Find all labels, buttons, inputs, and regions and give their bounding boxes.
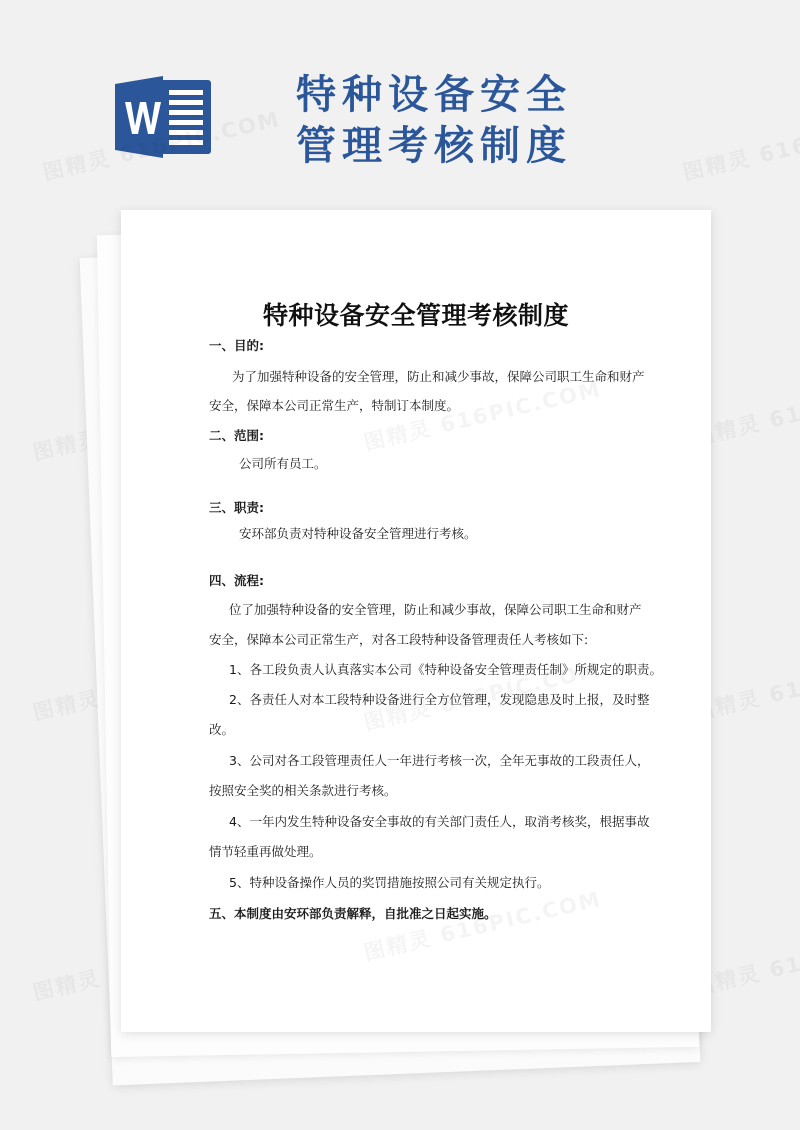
- section-4-item-3: 3、公司对各工段管理责任人一年进行考核一次，全年无事故的工段责任人，: [229, 753, 650, 768]
- section-4-item-1: 1、各工段负责人认真落实本公司《特种设备安全管理责任制》所规定的职责。: [229, 662, 662, 677]
- header-title: [296, 70, 626, 172]
- section-4-item-3-continued: 按照安全奖的相关条款进行考核。: [209, 783, 397, 798]
- section-4-paragraph-line: 位了加强特种设备的安全管理，防止和减少事故，保障公司职工生命和财产: [229, 602, 642, 617]
- word-document-icon: [113, 76, 215, 158]
- section-3-paragraph: 安环部负责对特种设备安全管理进行考核。: [239, 526, 477, 541]
- header-title-line2: 管理考核制度: [296, 123, 572, 169]
- header-title-line1: 特种设备安全: [296, 72, 572, 118]
- document-page: [121, 210, 711, 1032]
- document-title: 特种设备安全管理考核制度: [262, 301, 569, 330]
- section-3-heading: 三、职责:: [209, 500, 264, 515]
- watermark-text: [361, 883, 604, 967]
- watermark-text: [361, 373, 604, 457]
- section-4-item-4-continued: 情节轻重再做处理。: [209, 844, 322, 859]
- section-5-statement: 五、本制度由安环部负责解释，自批准之日起实施。: [209, 906, 497, 921]
- section-1-paragraph-line: 为了加强特种设备的安全管理，防止和减少事故，保障公司职工生命和财产: [232, 369, 645, 384]
- section-4-item-2: 2、各责任人对本工段特种设备进行全方位管理，发现隐患及时上报，及时整: [229, 692, 650, 707]
- watermark-text: [680, 103, 800, 187]
- section-4-paragraph-line: 安全，保障本公司正常生产，对各工段特种设备管理责任人考核如下:: [209, 632, 589, 647]
- section-2-paragraph: 公司所有员工。: [239, 456, 327, 471]
- section-4-item-5: 5、特种设备操作人员的奖罚措施按照公司有关规定执行。: [229, 875, 550, 890]
- section-1-paragraph-line: 安全，保障本公司正常生产，特制订本制度。: [209, 398, 460, 413]
- section-4-item-2-continued: 改。: [209, 722, 235, 737]
- section-4-item-4: 4、一年内发生特种设备安全事故的有关部门责任人，取消考核奖，根据事故: [229, 814, 650, 829]
- section-4-heading: 四、流程:: [209, 573, 264, 588]
- section-2-heading: 二、范围:: [209, 428, 264, 443]
- section-1-heading: 一、目的:: [209, 338, 264, 353]
